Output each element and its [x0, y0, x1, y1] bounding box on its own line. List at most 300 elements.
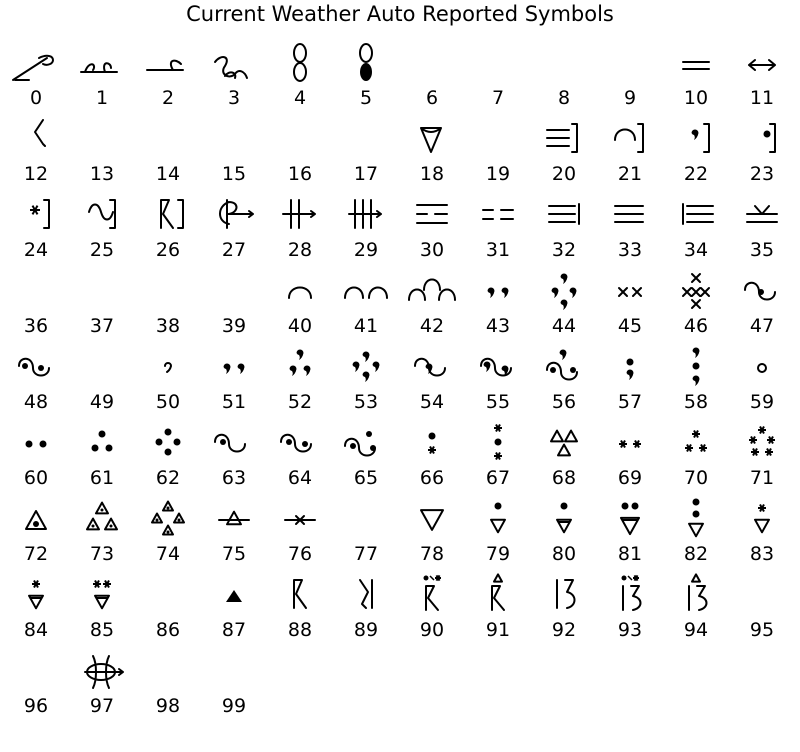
- symbol-dash-bar-icon: [539, 192, 589, 238]
- symbol-code-label: 48: [23, 391, 49, 413]
- symbol-haze-rising-icon: [209, 40, 259, 86]
- symbol-cell-70: [666, 420, 726, 496]
- symbol-drizzle-comma-2-icon: [605, 344, 655, 390]
- symbol-cell-62: [138, 420, 198, 496]
- symbol-cell-71: [732, 420, 792, 496]
- symbol-triangle-cluster-icon: [77, 496, 127, 542]
- symbol-star-bracket-icon: [11, 192, 61, 238]
- symbol-code-label: 14: [155, 163, 181, 185]
- symbol-code-label: 72: [23, 543, 49, 565]
- symbol-three-drizzle-icon: [275, 344, 325, 390]
- symbol-cell-3: [204, 40, 264, 116]
- symbol-drizzle-tilde-icon: [737, 268, 787, 314]
- symbol-cell-88: [270, 572, 330, 648]
- symbol-arrow-horizontal-icon: [737, 40, 787, 86]
- symbol-cell-44: [534, 268, 594, 344]
- symbol-cloud-unchanged-icon: [77, 40, 127, 86]
- symbol-mist-icon: [671, 40, 721, 86]
- symbol-code-label: 60: [23, 467, 49, 489]
- symbol-triangle-line-icon: [209, 496, 259, 542]
- symbol-cell-5: [336, 40, 396, 116]
- empty-symbol-slot: [143, 268, 193, 314]
- symbol-three-triangles-icon: [539, 420, 589, 466]
- symbol-dot-dot-down-triangle-icon: [671, 496, 721, 542]
- empty-symbol-slot: [209, 268, 259, 314]
- symbol-cell-68: [534, 420, 594, 496]
- symbol-star-down-triangle-icon: [737, 496, 787, 542]
- symbol-cell-61: [72, 420, 132, 496]
- symbol-cell-10: [666, 40, 726, 116]
- symbol-cell-77: [336, 496, 396, 572]
- symbol-cross-cluster-icon: [671, 268, 721, 314]
- symbol-code-label: 56: [551, 391, 577, 413]
- symbol-code-label: 51: [221, 391, 247, 413]
- empty-symbol-slot: [11, 648, 61, 694]
- symbol-code-label: 94: [683, 619, 709, 641]
- symbol-code-label: 21: [617, 163, 643, 185]
- symbol-dot-tilde-3-icon: [341, 420, 391, 466]
- symbol-two-stars-icon: [605, 420, 655, 466]
- symbol-cell-95: [732, 572, 792, 648]
- symbol-globe-arrow-icon: [77, 648, 127, 694]
- symbol-cell-1: [72, 40, 132, 116]
- empty-symbol-slot: [77, 268, 127, 314]
- symbol-cell-52: [270, 344, 330, 420]
- symbol-cell-36: [6, 268, 66, 344]
- symbol-two-star-down-triangle-icon: [77, 572, 127, 618]
- symbol-code-label: 5: [359, 87, 373, 109]
- symbol-cell-56: [534, 344, 594, 420]
- symbol-cloud-developing-icon: [143, 40, 193, 86]
- empty-symbol-slot: [737, 572, 787, 618]
- symbol-triangle-dot-icon: [11, 496, 61, 542]
- symbol-cell-50: [138, 344, 198, 420]
- symbol-code-label: 12: [23, 163, 49, 185]
- symbol-code-label: 97: [89, 695, 115, 717]
- symbol-cell-75: [204, 496, 264, 572]
- symbol-dash-3-icon: [473, 192, 523, 238]
- symbol-code-label: 95: [749, 619, 775, 641]
- symbol-code-label: 79: [485, 543, 511, 565]
- symbol-squall-arrow-icon: [209, 192, 259, 238]
- symbol-cell-91: [468, 572, 528, 648]
- symbol-cell-47: [732, 268, 792, 344]
- symbol-code-label: 61: [89, 467, 115, 489]
- symbol-dot-over-star-icon: [407, 420, 457, 466]
- symbol-cell-11: [732, 40, 792, 116]
- symbol-cell-49: [72, 344, 132, 420]
- empty-symbol-slot: [209, 648, 259, 694]
- symbol-cell-46: [666, 268, 726, 344]
- symbol-code-label: 57: [617, 391, 643, 413]
- symbol-cell-2: [138, 40, 198, 116]
- symbol-cell-86: [138, 572, 198, 648]
- symbol-cell-72: [6, 496, 66, 572]
- symbol-cell-9: [600, 40, 660, 116]
- symbol-two-dot-down-triangle-icon: [605, 496, 655, 542]
- symbol-cell-23: [732, 116, 792, 192]
- symbol-code-label: 4: [293, 87, 307, 109]
- symbol-two-drizzle-comma-icon: [209, 344, 259, 390]
- symbol-code-label: 76: [287, 543, 313, 565]
- empty-symbol-slot: [143, 648, 193, 694]
- symbol-cell-59: [732, 344, 792, 420]
- symbol-cell-87: [204, 572, 264, 648]
- symbol-cell-69: [600, 420, 660, 496]
- symbol-code-label: 39: [221, 315, 247, 337]
- symbol-tornado-arrow-icon: [275, 192, 325, 238]
- symbol-cell-4: [270, 40, 330, 116]
- symbol-code-label: 53: [353, 391, 379, 413]
- symbol-code-label: 7: [491, 87, 505, 109]
- symbol-cell-55: [468, 344, 528, 420]
- empty-symbol-slot: [473, 40, 523, 86]
- symbol-code-label: 68: [551, 467, 577, 489]
- symbol-cell-63: [204, 420, 264, 496]
- symbol-cell-94: [666, 572, 726, 648]
- symbol-cell-54: [402, 344, 462, 420]
- symbol-code-label: 66: [419, 467, 445, 489]
- empty-symbol-slot: [11, 268, 61, 314]
- symbol-cell-28: [270, 192, 330, 268]
- symbol-dot-tilde-icon: [209, 420, 259, 466]
- symbol-triangle-cluster-3-icon: [143, 496, 193, 542]
- symbol-arc-bracket-icon: [605, 116, 655, 162]
- symbol-code-label: 49: [89, 391, 115, 413]
- symbol-code-label: 63: [221, 467, 247, 489]
- symbol-five-stars-icon: [737, 420, 787, 466]
- symbol-cell-83: [732, 496, 792, 572]
- symbol-cell-97: [72, 648, 132, 724]
- symbol-cell-73: [72, 496, 132, 572]
- symbol-code-label: 34: [683, 239, 709, 261]
- symbol-code-label: 27: [221, 239, 247, 261]
- symbol-code-label: 52: [287, 391, 313, 413]
- empty-symbol-slot: [143, 116, 193, 162]
- symbol-cell-67: [468, 420, 528, 496]
- symbol-cell-39: [204, 268, 264, 344]
- symbol-code-label: 84: [23, 619, 49, 641]
- symbol-cell-14: [138, 116, 198, 192]
- symbol-cell-64: [270, 420, 330, 496]
- symbol-code-label: 91: [485, 619, 511, 641]
- symbol-code-label: 11: [749, 87, 775, 109]
- symbol-haze-dash-icon: [407, 192, 457, 238]
- symbol-cell-19: [468, 116, 528, 192]
- symbol-code-label: 41: [353, 315, 379, 337]
- symbol-cell-6: [402, 40, 462, 116]
- symbol-cell-33: [600, 192, 660, 268]
- symbol-code-label: 67: [485, 467, 511, 489]
- symbol-code-label: 43: [485, 315, 511, 337]
- symbol-code-label: 62: [155, 467, 181, 489]
- symbol-code-label: 47: [749, 315, 775, 337]
- symbol-cell-76: [270, 496, 330, 572]
- symbol-cell-37: [72, 268, 132, 344]
- symbol-dot-down-triangle-bar-icon: [539, 496, 589, 542]
- symbol-cell-48: [6, 344, 66, 420]
- symbol-code-label: 98: [155, 695, 181, 717]
- empty-symbol-slot: [77, 344, 127, 390]
- symbol-dash-bar-left-icon: [671, 192, 721, 238]
- symbol-code-label: 37: [89, 315, 115, 337]
- symbol-arc-icon: [275, 268, 325, 314]
- symbol-code-label: 44: [551, 315, 577, 337]
- symbol-cell-99: [204, 648, 264, 724]
- symbol-drizzle-bracket-icon: [671, 116, 721, 162]
- symbol-cell-0: [6, 40, 66, 116]
- symbol-drizzle-cluster-5-icon: [341, 344, 391, 390]
- symbol-flag-three-icon: [539, 572, 589, 618]
- symbol-code-label: 81: [617, 543, 643, 565]
- symbol-lightning-left-icon: [11, 116, 61, 162]
- symbol-cell-41: [336, 268, 396, 344]
- symbol-code-label: 71: [749, 467, 775, 489]
- symbol-cloud-dissolving-icon: [11, 40, 61, 86]
- symbol-cell-45: [600, 268, 660, 344]
- symbol-code-label: 31: [485, 239, 511, 261]
- symbol-cell-79: [468, 496, 528, 572]
- symbol-code-label: 33: [617, 239, 643, 261]
- symbol-cell-34: [666, 192, 726, 268]
- symbol-code-label: 80: [551, 543, 577, 565]
- symbol-cell-38: [138, 268, 198, 344]
- symbol-cell-13: [72, 116, 132, 192]
- symbol-code-label: 15: [221, 163, 247, 185]
- symbol-fog-bracket-icon: [539, 116, 589, 162]
- symbol-code-label: 78: [419, 543, 445, 565]
- symbol-cell-30: [402, 192, 462, 268]
- symbol-flag-dotstar-icon: [407, 572, 457, 618]
- symbol-code-label: 96: [23, 695, 49, 717]
- symbol-cell-16: [270, 116, 330, 192]
- symbol-cell-25: [72, 192, 132, 268]
- symbol-rising-sand-icon: [275, 40, 325, 86]
- symbol-code-label: 10: [683, 87, 709, 109]
- symbol-flag-dotstar-3-icon: [605, 572, 655, 618]
- symbol-cell-40: [270, 268, 330, 344]
- symbol-cell-57: [600, 344, 660, 420]
- symbol-code-label: 90: [419, 619, 445, 641]
- symbol-cross-line-icon: [275, 496, 325, 542]
- symbol-triple-arc-icon: [407, 268, 457, 314]
- symbol-code-label: 23: [749, 163, 775, 185]
- symbol-cell-17: [336, 116, 396, 192]
- empty-symbol-slot: [209, 116, 259, 162]
- symbol-cell-92: [534, 572, 594, 648]
- symbol-code-label: 50: [155, 391, 181, 413]
- symbol-code-label: 42: [419, 315, 445, 337]
- symbol-code-label: 2: [161, 87, 175, 109]
- symbol-drizzle-rain-icon: [539, 344, 589, 390]
- symbol-star-down-triangle-bar-icon: [11, 572, 61, 618]
- symbol-cell-65: [336, 420, 396, 496]
- symbol-thunder-bracket-icon: [143, 192, 193, 238]
- symbol-drizzle-tilde-dot-icon: [11, 344, 61, 390]
- symbol-cell-27: [204, 192, 264, 268]
- symbol-flag-triangle-3-icon: [671, 572, 721, 618]
- symbol-cell-90: [402, 572, 462, 648]
- symbol-tilde-bracket-icon: [77, 192, 127, 238]
- symbol-cell-96: [6, 648, 66, 724]
- symbol-drizzle-column-icon: [671, 344, 721, 390]
- symbol-cell-89: [336, 572, 396, 648]
- symbol-reverse-flag-icon: [341, 572, 391, 618]
- symbol-code-label: 19: [485, 163, 511, 185]
- symbol-code-label: 45: [617, 315, 643, 337]
- symbol-code-label: 25: [89, 239, 115, 261]
- symbol-code-label: 55: [485, 391, 511, 413]
- symbol-cell-21: [600, 116, 660, 192]
- symbol-cell-98: [138, 648, 198, 724]
- symbol-code-label: 74: [155, 543, 181, 565]
- symbol-cell-35: [732, 192, 792, 268]
- symbol-code-label: 35: [749, 239, 775, 261]
- symbol-cell-58: [666, 344, 726, 420]
- symbol-code-label: 20: [551, 163, 577, 185]
- symbol-flag-icon: [275, 572, 325, 618]
- symbol-cell-51: [204, 344, 264, 420]
- symbol-cell-15: [204, 116, 264, 192]
- symbol-code-label: 8: [557, 87, 571, 109]
- symbol-drizzle-tilde-3-icon: [473, 344, 523, 390]
- symbol-cell-82: [666, 496, 726, 572]
- symbol-code-label: 89: [353, 619, 379, 641]
- symbol-code-label: 88: [287, 619, 313, 641]
- symbol-code-label: 38: [155, 315, 181, 337]
- symbol-cell-74: [138, 496, 198, 572]
- symbol-tornado-arrow-2-icon: [341, 192, 391, 238]
- symbol-code-label: 77: [353, 543, 379, 565]
- symbol-code-label: 64: [287, 467, 313, 489]
- symbol-cell-93: [600, 572, 660, 648]
- symbol-squall-icon: [407, 116, 457, 162]
- symbol-code-label: 87: [221, 619, 247, 641]
- empty-symbol-slot: [341, 116, 391, 162]
- symbol-code-label: 58: [683, 391, 709, 413]
- symbol-double-arc-icon: [341, 268, 391, 314]
- symbol-code-label: 40: [287, 315, 313, 337]
- symbol-code-label: 93: [617, 619, 643, 641]
- symbol-code-label: 54: [419, 391, 445, 413]
- empty-symbol-slot: [275, 116, 325, 162]
- symbol-cell-81: [600, 496, 660, 572]
- chart-title: Current Weather Auto Reported Symbols: [186, 2, 614, 26]
- symbol-small-triangle-icon: [209, 572, 259, 618]
- symbol-code-label: 13: [89, 163, 115, 185]
- symbol-code-label: 65: [353, 467, 379, 489]
- symbol-code-label: 92: [551, 619, 577, 641]
- symbol-cell-80: [534, 496, 594, 572]
- symbol-cell-26: [138, 192, 198, 268]
- symbol-code-label: 9: [623, 87, 637, 109]
- symbol-three-dots-icon: [77, 420, 127, 466]
- symbol-cell-7: [468, 40, 528, 116]
- symbol-code-label: 28: [287, 239, 313, 261]
- empty-symbol-slot: [77, 116, 127, 162]
- symbol-code-label: 85: [89, 619, 115, 641]
- symbol-code-label: 46: [683, 315, 709, 337]
- symbol-code-label: 26: [155, 239, 181, 261]
- symbol-fog-rime-icon: [737, 192, 787, 238]
- symbol-code-label: 30: [419, 239, 445, 261]
- symbol-code-label: 75: [221, 543, 247, 565]
- symbol-cell-8: [534, 40, 594, 116]
- symbol-code-label: 32: [551, 239, 577, 261]
- symbol-code-label: 1: [95, 87, 109, 109]
- symbol-code-label: 73: [89, 543, 115, 565]
- symbol-cell-42: [402, 268, 462, 344]
- symbol-dot-bracket-icon: [737, 116, 787, 162]
- symbol-code-label: 29: [353, 239, 379, 261]
- symbol-code-label: 3: [227, 87, 241, 109]
- symbol-smoke-solid-icon: [341, 40, 391, 86]
- symbol-cell-18: [402, 116, 462, 192]
- empty-symbol-slot: [605, 40, 655, 86]
- symbol-code-label: 6: [425, 87, 439, 109]
- symbol-code-label: 59: [749, 391, 775, 413]
- symbol-code-label: 70: [683, 467, 709, 489]
- symbol-dash-4-icon: [605, 192, 655, 238]
- symbol-cell-24: [6, 192, 66, 268]
- symbol-two-drizzle-icon: [473, 268, 523, 314]
- symbol-drizzle-cluster-icon: [539, 268, 589, 314]
- symbol-cell-60: [6, 420, 66, 496]
- symbol-code-label: 69: [617, 467, 643, 489]
- symbol-cell-32: [534, 192, 594, 268]
- empty-symbol-slot: [539, 40, 589, 86]
- symbol-cell-85: [72, 572, 132, 648]
- symbol-cell-22: [666, 116, 726, 192]
- symbol-code-label: 86: [155, 619, 181, 641]
- symbol-four-dots-icon: [143, 420, 193, 466]
- empty-symbol-slot: [341, 496, 391, 542]
- symbol-code-label: 82: [683, 543, 709, 565]
- symbol-code-label: 16: [287, 163, 313, 185]
- empty-symbol-slot: [407, 40, 457, 86]
- empty-symbol-slot: [143, 572, 193, 618]
- symbol-cell-20: [534, 116, 594, 192]
- symbol-dot-tilde-2-icon: [275, 420, 325, 466]
- symbol-three-stars-icon: [671, 420, 721, 466]
- symbol-star-dot-star-icon: [473, 420, 523, 466]
- symbol-cell-29: [336, 192, 396, 268]
- symbol-code-label: 17: [353, 163, 379, 185]
- symbol-code-label: 22: [683, 163, 709, 185]
- symbol-code-label: 99: [221, 695, 247, 717]
- symbol-cell-66: [402, 420, 462, 496]
- symbol-cell-43: [468, 268, 528, 344]
- symbol-flag-triangle-icon: [473, 572, 523, 618]
- symbol-code-label: 36: [23, 315, 49, 337]
- symbol-two-cross-icon: [605, 268, 655, 314]
- symbol-code-label: 24: [23, 239, 49, 261]
- symbol-code-label: 0: [29, 87, 43, 109]
- symbol-dot-down-triangle-icon: [473, 496, 523, 542]
- symbol-small-circle-icon: [737, 344, 787, 390]
- symbol-two-dots-icon: [11, 420, 61, 466]
- symbol-cell-53: [336, 344, 396, 420]
- empty-symbol-slot: [473, 116, 523, 162]
- symbol-cell-84: [6, 572, 66, 648]
- symbol-drizzle-tilde-2-icon: [407, 344, 457, 390]
- symbol-small-drizzle-icon: [143, 344, 193, 390]
- symbol-down-triangle-icon: [407, 496, 457, 542]
- symbol-cell-78: [402, 496, 462, 572]
- symbol-code-label: 18: [419, 163, 445, 185]
- symbol-cell-31: [468, 192, 528, 268]
- symbol-cell-12: [6, 116, 66, 192]
